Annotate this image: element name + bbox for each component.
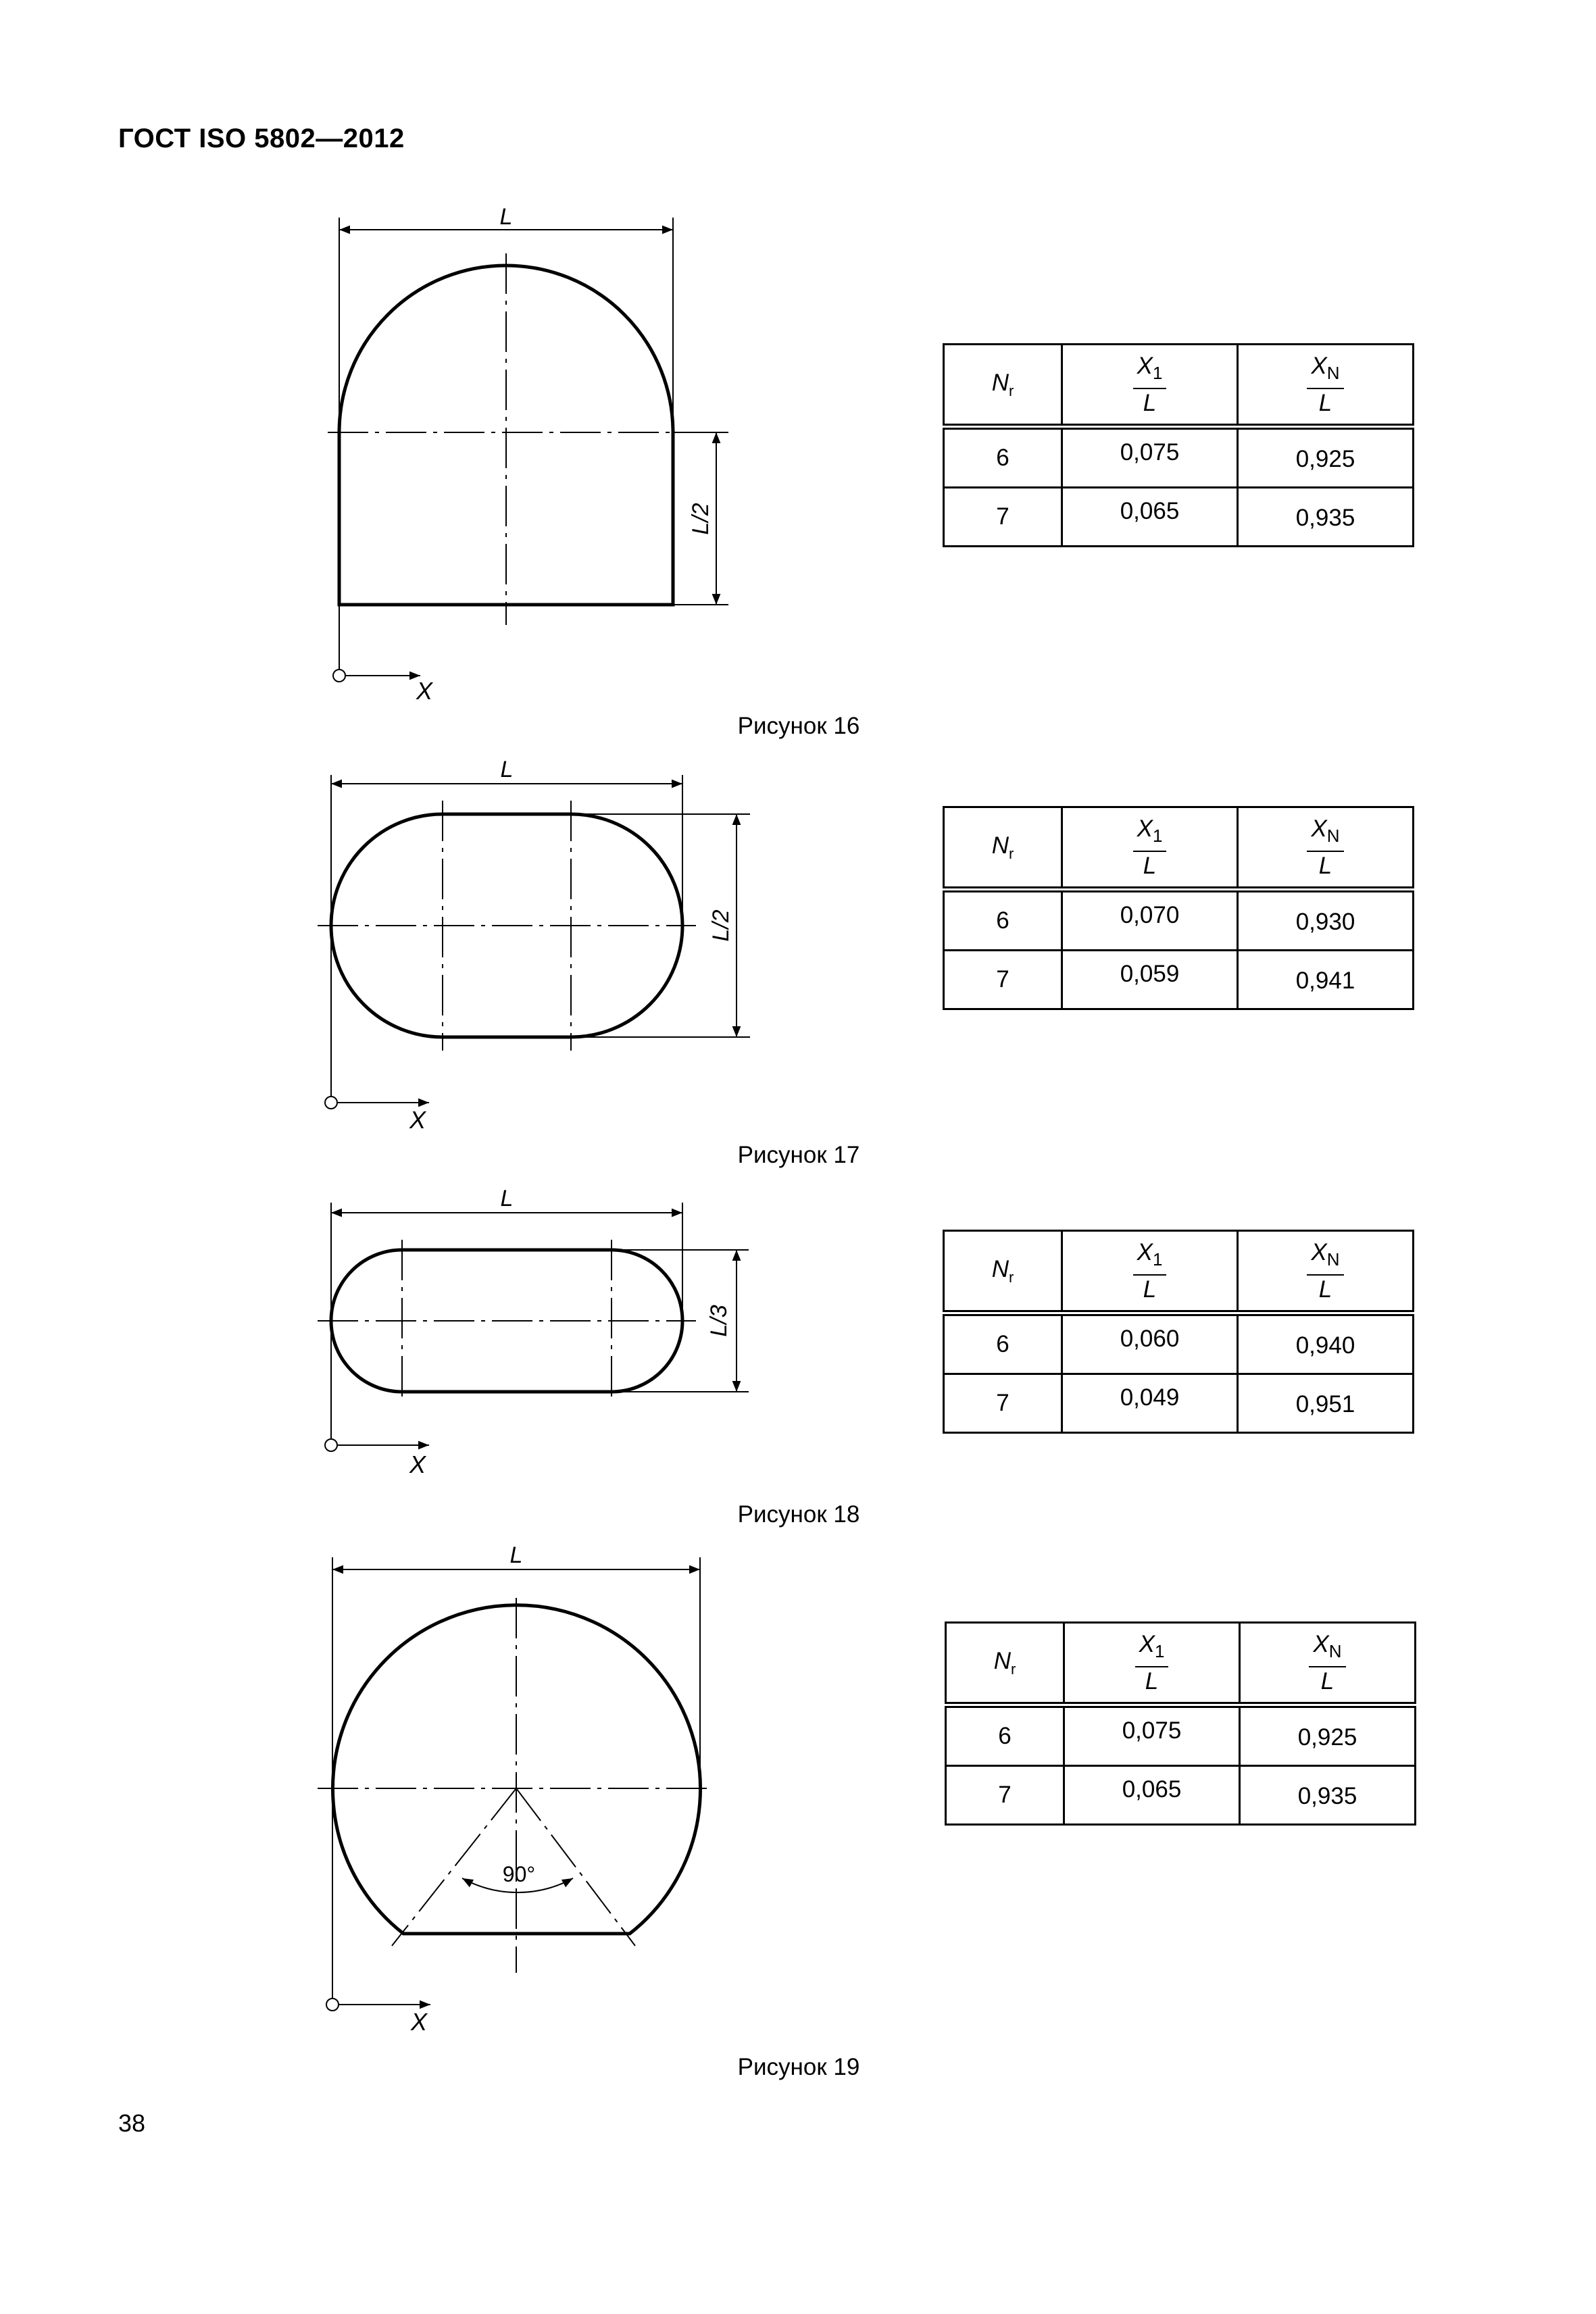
figure-18-caption: Рисунок 18 [737, 1501, 860, 1528]
cell-xn: 0,951 [1238, 1374, 1414, 1433]
cell-x1: 0,065 [1064, 1766, 1240, 1825]
cell-x1: 0,059 [1062, 951, 1238, 1009]
table-row [946, 1705, 1416, 1766]
table-row [944, 488, 1414, 547]
col-header-xn: $\frac{X_N}{L}$ [1238, 345, 1414, 427]
page-number: 38 [118, 2109, 146, 2137]
fig19-origin [326, 1998, 339, 2011]
cell-xn: 0,941 [1238, 951, 1414, 1009]
cell-x1: 0,049 [1062, 1374, 1238, 1433]
fig19-x-axis-label: X [410, 2008, 428, 2036]
col-header-xn: $\frac{X_N}{L}$ [1240, 1623, 1416, 1705]
fig16-x-axis-label: X [416, 677, 433, 705]
cell-nr: 6 [944, 1313, 1062, 1374]
col-header-nr: $N_r$ [944, 1231, 1062, 1313]
fig19-dim-width-label: L [509, 1542, 523, 1568]
fig19-angle-label: 90° [502, 1862, 536, 1886]
cell-xn: 0,935 [1240, 1766, 1416, 1825]
cell-xn: 0,935 [1238, 488, 1414, 547]
col-header-xn: $\frac{X_N}{L}$ [1238, 1231, 1414, 1313]
figure-16-table [943, 343, 1414, 547]
cell-nr: 7 [944, 951, 1062, 1009]
col-header-x1: $\frac{X_1}{L}$ [1062, 345, 1238, 427]
figure-19-drawing [318, 1542, 713, 2036]
table-row [946, 1766, 1416, 1825]
figure-17-caption: Рисунок 17 [737, 1142, 860, 1168]
fig17-x-axis-label: X [409, 1106, 426, 1134]
cell-nr: 6 [946, 1705, 1064, 1766]
cell-nr: 6 [944, 427, 1062, 488]
cell-x1: 0,065 [1062, 488, 1238, 547]
col-header-nr: $N_r$ [944, 345, 1062, 427]
figure-16-caption: Рисунок 16 [737, 713, 860, 739]
table-row [944, 1374, 1414, 1433]
figure-18-drawing [318, 1186, 749, 1478]
fig17-origin [325, 1097, 337, 1109]
col-header-xn: $\frac{X_N}{L}$ [1238, 807, 1414, 890]
cell-x1: 0,075 [1062, 427, 1238, 488]
fig18-origin [325, 1439, 337, 1451]
cell-nr: 7 [946, 1766, 1064, 1825]
fig16-dim-width-label: L [499, 204, 513, 230]
cell-nr: 7 [944, 1374, 1062, 1433]
cell-x1: 0,075 [1064, 1705, 1240, 1766]
figure-18-table [943, 1230, 1414, 1434]
cell-xn: 0,940 [1238, 1313, 1414, 1374]
col-header-nr: $N_r$ [946, 1623, 1064, 1705]
figure-16-drawing [328, 204, 728, 705]
col-header-x1: $\frac{X_1}{L}$ [1062, 1231, 1238, 1313]
cell-x1: 0,070 [1062, 890, 1238, 951]
cell-nr: 7 [944, 488, 1062, 547]
fig18-dim-height-label: L/3 [706, 1305, 732, 1337]
fig17-dim-height-label: L/2 [708, 909, 734, 942]
col-header-nr: $N_r$ [944, 807, 1062, 890]
figure-17-table [943, 806, 1414, 1010]
document-header: ГОСТ ISO 5802—2012 [118, 124, 405, 153]
fig16-dim-height-label: L/2 [688, 503, 714, 535]
cell-xn: 0,925 [1238, 427, 1414, 488]
table-row [944, 1313, 1414, 1374]
cell-xn: 0,925 [1240, 1705, 1416, 1766]
figure-19-table [945, 1621, 1416, 1826]
fig17-dim-width-label: L [500, 757, 514, 782]
figure-19-caption: Рисунок 19 [737, 2054, 860, 2080]
cell-nr: 6 [944, 890, 1062, 951]
table-row [944, 890, 1414, 951]
fig16-origin [333, 670, 345, 682]
col-header-x1: $\frac{X_1}{L}$ [1064, 1623, 1240, 1705]
fig18-dim-width-label: L [500, 1186, 514, 1211]
fig18-x-axis-label: X [409, 1451, 426, 1478]
col-header-x1: $\frac{X_1}{L}$ [1062, 807, 1238, 890]
table-row [944, 427, 1414, 488]
cell-x1: 0,060 [1062, 1313, 1238, 1374]
figure-17-drawing [318, 757, 750, 1134]
table-row [944, 951, 1414, 1009]
cell-xn: 0,930 [1238, 890, 1414, 951]
